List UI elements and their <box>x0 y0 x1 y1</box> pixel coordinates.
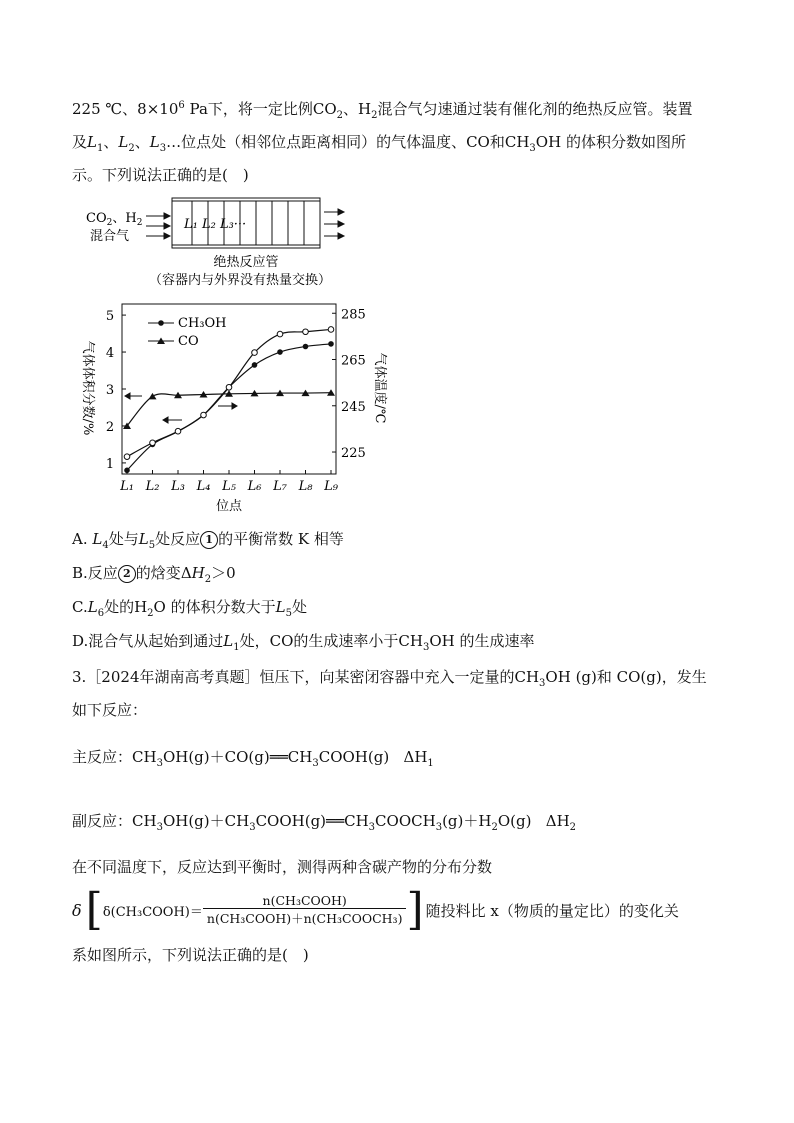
volume-fraction-temperature-chart <box>70 296 400 518</box>
tube-caption-note: （容器内与外界没有热量交换） <box>148 273 332 288</box>
x-axis-label: 位点 <box>215 499 243 514</box>
option-d[interactable]: D.混合气从起始到通过$L_1$处，CO的生成速率小于$CH_3OH$ 的生成速率 <box>72 632 535 653</box>
q3-stem-line-5: 在不同温度下，反应达到平衡时，测得两种含碳产物的分布分数 <box>72 858 493 876</box>
data-point <box>226 384 232 390</box>
y-right-tick-label: 245 <box>341 399 366 415</box>
data-point <box>328 341 334 347</box>
y-left-tick-label: 5 <box>105 309 115 325</box>
q3-stem-line-7: 系如图所示，下列说法正确的是( ) <box>72 946 309 964</box>
side-reaction: 副反应：$CH_3OH(g)+CH_3COOH(g)══CH_3COOCH_3(g)+H_2O(g)$ $\Delta H_2$ <box>72 812 577 833</box>
series-line-2 <box>127 393 331 426</box>
y-right-tick-label: 265 <box>341 353 366 369</box>
fraction: $\frac{\text{n(CH₃COOH)}}{\text{n(CH₃COOH)＋n(CH₃COOCH₃)}}$ <box>203 893 407 927</box>
data-point <box>303 329 309 335</box>
x-tick-label: L₂ <box>145 479 160 494</box>
q3-stem-line-2: 如下反应： <box>72 701 148 719</box>
y-left-tick-label: 4 <box>105 346 115 362</box>
x-tick-label: L₄ <box>196 479 211 494</box>
data-point <box>124 454 130 460</box>
q2-stem-line-3: 示。下列说法正确的是( ) <box>72 166 249 184</box>
y-left-tick-label: 1 <box>105 456 115 472</box>
distribution-fraction-formula: δ [ δ(CH₃COOH)＝ $\frac{\text{n(CH₃COOH)}}{\text{n(CH₃COOH)＋n(CH₃COOCH₃)}}$ ] 随投料比 x（物质的量定比）的变化关 <box>72 884 679 935</box>
reaction-number-badge: 2 <box>118 565 136 583</box>
x-tick-label: L₇ <box>273 479 287 494</box>
x-tick-label: L₃ <box>171 479 185 494</box>
y-right-tick-label: 225 <box>341 446 366 462</box>
y-axis-left-label: 气体体积分数/% <box>80 340 95 436</box>
data-point <box>175 428 181 434</box>
data-point <box>277 349 283 355</box>
x-tick-label: L₉ <box>324 479 338 494</box>
inlet-arrows <box>146 213 170 239</box>
inlet-label: $CO_2$、$H_2$ <box>86 211 143 228</box>
data-point <box>150 440 156 446</box>
main-reaction: 主反应：$CH_3OH(g)+CO(g)══CH_3COOH(g)$ $\Delta H_1$ <box>72 748 434 769</box>
data-point <box>303 344 309 350</box>
outlet-arrows <box>324 209 344 239</box>
data-point <box>124 468 130 474</box>
legend-label-co: CO <box>178 334 199 349</box>
series-line-1 <box>127 344 331 470</box>
reactor-apparatus-diagram <box>80 194 380 290</box>
legend-marker-ch3oh <box>158 320 164 326</box>
data-point <box>328 327 334 333</box>
legend-label-ch3oh: CH₃OH <box>178 316 227 331</box>
x-tick-label: L₆ <box>247 479 262 494</box>
x-tick-label: L₁ <box>120 479 134 494</box>
y-left-tick-label: 2 <box>105 419 115 435</box>
option-b[interactable]: B.反应 2 的焓变$\Delta H_2>0$ <box>72 564 236 585</box>
q2-stem-line-1: 225 ℃、$8\times 10^6$ Pa下，将一定比例$CO_2$、$H_2$混合气匀速通过装有催化剂的绝热反应管。装置 <box>72 100 693 121</box>
inlet-mix-label: 混合气 <box>90 229 130 244</box>
reaction-number-badge: 1 <box>200 531 218 549</box>
data-point <box>201 412 207 418</box>
data-point <box>252 350 258 356</box>
x-tick-label: L₅ <box>222 479 236 494</box>
legend <box>148 316 227 349</box>
option-a[interactable]: A. $L_4$处与$L_5$处反应 1 的平衡常数 K 相等 <box>72 530 344 551</box>
tube-caption: 绝热反应管 <box>213 255 279 270</box>
data-point <box>277 331 283 337</box>
y-axis-right-label: 气体温度/℃ <box>372 352 387 424</box>
y-left-tick-label: 3 <box>105 383 115 398</box>
data-point <box>252 362 258 368</box>
data-point <box>149 393 157 400</box>
tube-position-label: L₁ L₂ L₃··· <box>184 217 247 232</box>
option-c[interactable]: $C.L_6$处的$H_2O$ 的体积分数大于$L_5$处 <box>72 598 307 619</box>
q3-stem-line-1: 3.［2024年湖南高考真题］恒压下，向某密闭容器中充入一定量的$CH_3OH$ (g)和 CO(g)，发生 <box>72 668 707 689</box>
q2-stem-line-2: 及$L_1$、$L_2$、$L_3\dots$位点处（相邻位点距离相同）的气体温度、CO和$CH_3OH$ 的体积分数如图所 <box>72 133 686 154</box>
x-tick-label: L₈ <box>298 479 313 494</box>
y-right-tick-label: 285 <box>341 307 366 323</box>
